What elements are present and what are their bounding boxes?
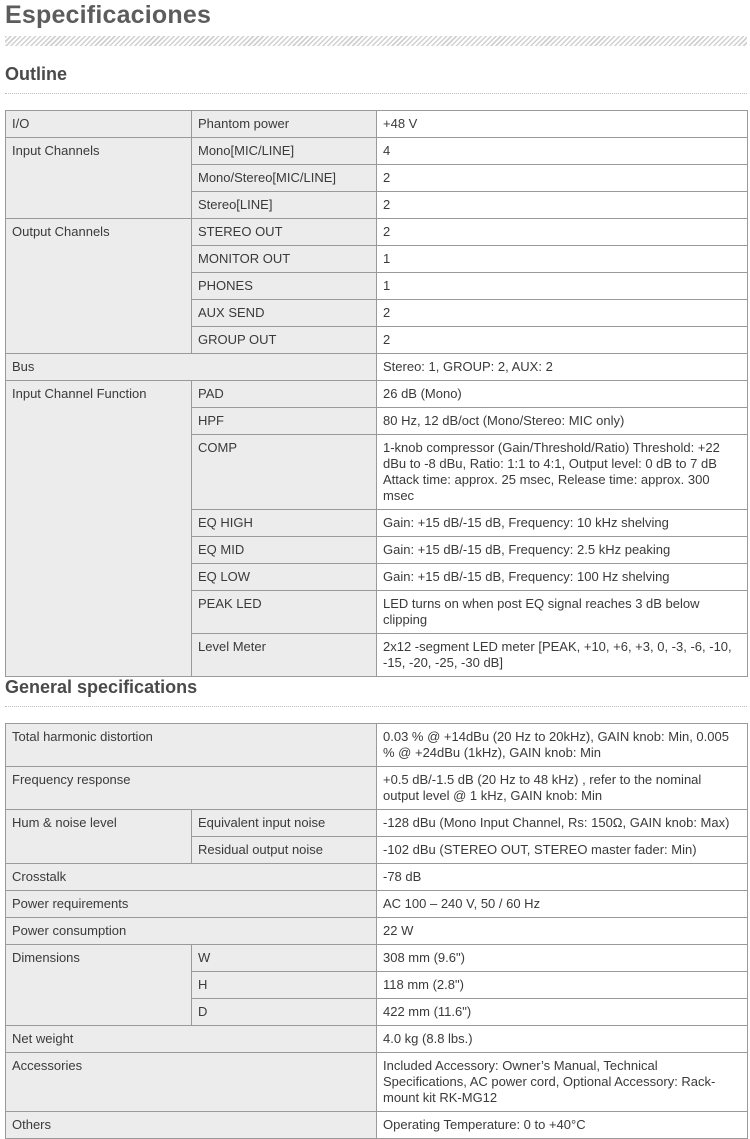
row-sublabel: PEAK LED: [192, 591, 377, 634]
row-value: Stereo: 1, GROUP: 2, AUX: 2: [377, 354, 748, 381]
section-divider: [5, 93, 747, 94]
row-value: 2: [377, 192, 748, 219]
row-label: Power consumption: [6, 918, 377, 945]
row-sublabel: Level Meter: [192, 634, 377, 677]
row-sublabel: H: [192, 972, 377, 999]
row-sublabel: Residual output noise: [192, 837, 377, 864]
row-value: 1: [377, 273, 748, 300]
row-value: Gain: +15 dB/-15 dB, Frequency: 100 Hz shelving: [377, 564, 748, 591]
row-sublabel: PHONES: [192, 273, 377, 300]
row-sublabel: AUX SEND: [192, 300, 377, 327]
row-label: Bus: [6, 354, 377, 381]
row-value: 26 dB (Mono): [377, 381, 748, 408]
row-value: 22 W: [377, 918, 748, 945]
table-row: [6, 767, 748, 810]
row-value: Operating Temperature: 0 to +40°C: [377, 1112, 748, 1139]
table-row: [6, 138, 748, 165]
row-value: +48 V: [377, 111, 748, 138]
row-sublabel: Mono[MIC/LINE]: [192, 138, 377, 165]
row-sublabel: HPF: [192, 408, 377, 435]
row-label: Input Channels: [6, 138, 192, 219]
table-row: [6, 1053, 748, 1112]
general-table: [5, 723, 748, 1139]
row-value: 2x12 -segment LED meter [PEAK, +10, +6, +3, 0, -3, -6, -10, -15, -20, -25, -30 dB]: [377, 634, 748, 677]
row-value: 2: [377, 327, 748, 354]
row-label: Hum & noise level: [6, 810, 192, 864]
row-label: Output Channels: [6, 219, 192, 354]
row-label: Others: [6, 1112, 377, 1139]
row-sublabel: D: [192, 999, 377, 1026]
row-label: Input Channel Function: [6, 381, 192, 677]
row-sublabel: W: [192, 945, 377, 972]
row-value: 1: [377, 246, 748, 273]
row-value: Gain: +15 dB/-15 dB, Frequency: 10 kHz shelving: [377, 510, 748, 537]
row-sublabel: STEREO OUT: [192, 219, 377, 246]
row-label: Frequency response: [6, 767, 377, 810]
row-sublabel: MONITOR OUT: [192, 246, 377, 273]
row-sublabel: PAD: [192, 381, 377, 408]
row-value: +0.5 dB/-1.5 dB (20 Hz to 48 kHz) , refer to the nominal output level @ 1 kHz, GAIN knob: Min: [377, 767, 748, 810]
row-sublabel: EQ LOW: [192, 564, 377, 591]
row-label: Total harmonic distortion: [6, 724, 377, 767]
row-value: -128 dBu (Mono Input Channel, Rs: 150Ω, GAIN knob: Max): [377, 810, 748, 837]
row-label: Net weight: [6, 1026, 377, 1053]
outline-table: [5, 110, 748, 677]
table-row: [6, 219, 748, 246]
table-row: [6, 724, 748, 767]
row-value: AC 100 – 240 V, 50 / 60 Hz: [377, 891, 748, 918]
row-value: -102 dBu (STEREO OUT, STEREO master fader: Min): [377, 837, 748, 864]
table-row: [6, 1026, 748, 1053]
page-title: Especificaciones: [5, 1, 212, 29]
row-value: 0.03 % @ +14dBu (20 Hz to 20kHz), GAIN knob: Min, 0.005 % @ +24dBu (1kHz), GAIN knob: Min: [377, 724, 748, 767]
row-sublabel: GROUP OUT: [192, 327, 377, 354]
row-label: I/O: [6, 111, 192, 138]
row-value: 2: [377, 300, 748, 327]
row-sublabel: EQ HIGH: [192, 510, 377, 537]
row-label: Accessories: [6, 1053, 377, 1112]
row-sublabel: COMP: [192, 435, 377, 510]
row-value: -78 dB: [377, 864, 748, 891]
row-value: 308 mm (9.6"): [377, 945, 748, 972]
row-label: Dimensions: [6, 945, 192, 1026]
table-row: [6, 381, 748, 408]
row-label: Power requirements: [6, 891, 377, 918]
row-sublabel: Phantom power: [192, 111, 377, 138]
section-title-general: General specifications: [5, 677, 198, 697]
row-value: 422 mm (11.6"): [377, 999, 748, 1026]
table-row: [6, 918, 748, 945]
title-divider: [5, 36, 747, 46]
row-value: LED turns on when post EQ signal reaches 3 dB below clipping: [377, 591, 748, 634]
row-value: Included Accessory: Owner’s Manual, Technical Specifications, AC power cord, Optional Accessory: Rack-mount kit RK-MG12: [377, 1053, 748, 1112]
row-value: 118 mm (2.8"): [377, 972, 748, 999]
table-row: [6, 354, 748, 381]
section-title-outline: Outline: [5, 64, 67, 84]
row-value: 4: [377, 138, 748, 165]
table-row: [6, 945, 748, 972]
row-value: 2: [377, 219, 748, 246]
row-value: 1-knob compressor (Gain/Threshold/Ratio) Threshold: +22 dBu to -8 dBu, Ratio: 1:1 to 4:1, Output level: 0 dB to 7 dB Attack time: approx. 25 msec, Release time: approx. 300 msec: [377, 435, 748, 510]
section-divider: [5, 706, 747, 707]
row-value: 80 Hz, 12 dB/oct (Mono/Stereo: MIC only): [377, 408, 748, 435]
row-label: Crosstalk: [6, 864, 377, 891]
row-sublabel: EQ MID: [192, 537, 377, 564]
table-row: [6, 1112, 748, 1139]
row-sublabel: Stereo[LINE]: [192, 192, 377, 219]
row-sublabel: Mono/Stereo[MIC/LINE]: [192, 165, 377, 192]
table-row: [6, 810, 748, 837]
row-value: 4.0 kg (8.8 lbs.): [377, 1026, 748, 1053]
row-sublabel: Equivalent input noise: [192, 810, 377, 837]
row-value: 2: [377, 165, 748, 192]
table-row: [6, 891, 748, 918]
table-row: [6, 111, 748, 138]
row-value: Gain: +15 dB/-15 dB, Frequency: 2.5 kHz peaking: [377, 537, 748, 564]
table-row: [6, 864, 748, 891]
